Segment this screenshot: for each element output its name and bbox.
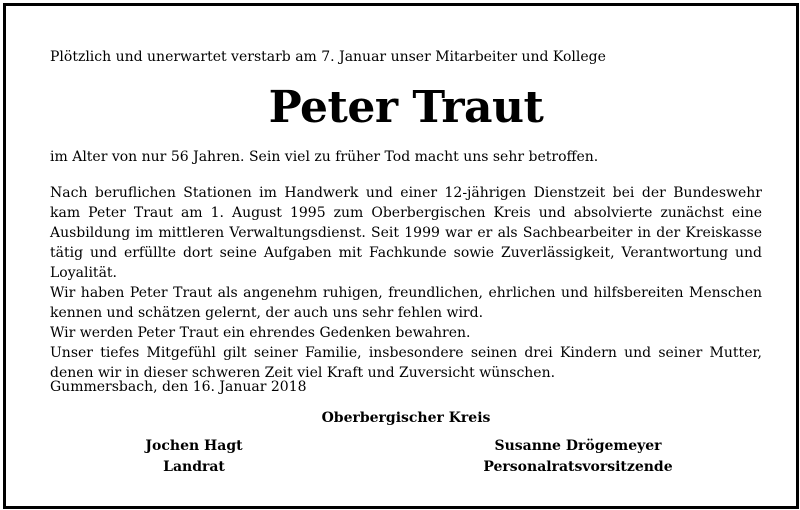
signatory-right (458, 436, 698, 478)
signatory-name: Susanne Drögemeyer (494, 438, 662, 454)
place-date: Gummersbach, den 16. Januar 2018 (50, 379, 307, 395)
paragraph-remembrance: Wir werden Peter Traut ein ehrendes Gedenken bewahren. (50, 325, 471, 341)
intro-text: Plötzlich und unerwartet verstarb am 7. Januar unser Mitarbeiter und Kollege (50, 49, 606, 65)
paragraph-condolence: Unser tiefes Mitgefühl gilt seiner Familie, insbesondere seinen drei Kindern und seiner Mutter, denen wir in dieser schweren Zeit viel Kraft und Zuversicht wünschen. (50, 345, 762, 381)
signatory-left (74, 436, 314, 478)
paragraph-career: Nach beruflichen Stationen im Handwerk und einer 12-jährigen Dienstzeit bei der Bundeswehr kam Peter Traut am 1. August 1995 zum Oberbergischen Kreis und absolvierte zunächst eine Ausbildung im mittleren Verwaltungsdienst. Seit 1999 war er als Sachbearbeiter in der Kreiskasse tätig und erfüllte dort seine Aufgaben mit Fachkunde sowie Zuverlässigkeit, Verantwortung und Loyalität. (50, 185, 762, 281)
signatory-role: Landrat (163, 459, 225, 475)
paragraph-character: Wir haben Peter Traut als angenehm ruhigen, freundlichen, ehrlichen und hilfsbereiten Menschen kennen und schätzen gelernt, der auch uns sehr fehlen wird. (50, 285, 762, 321)
signatory-name: Jochen Hagt (145, 438, 243, 454)
body-text (50, 183, 762, 383)
notice-frame (3, 3, 799, 509)
deceased-name: Peter Traut (268, 82, 544, 133)
age-line: im Alter von nur 56 Jahren. Sein viel zu früher Tod macht uns sehr betroffen. (50, 149, 599, 165)
organization-name: Oberbergischer Kreis (321, 410, 491, 426)
signatory-role: Personalratsvorsitzende (483, 459, 673, 475)
